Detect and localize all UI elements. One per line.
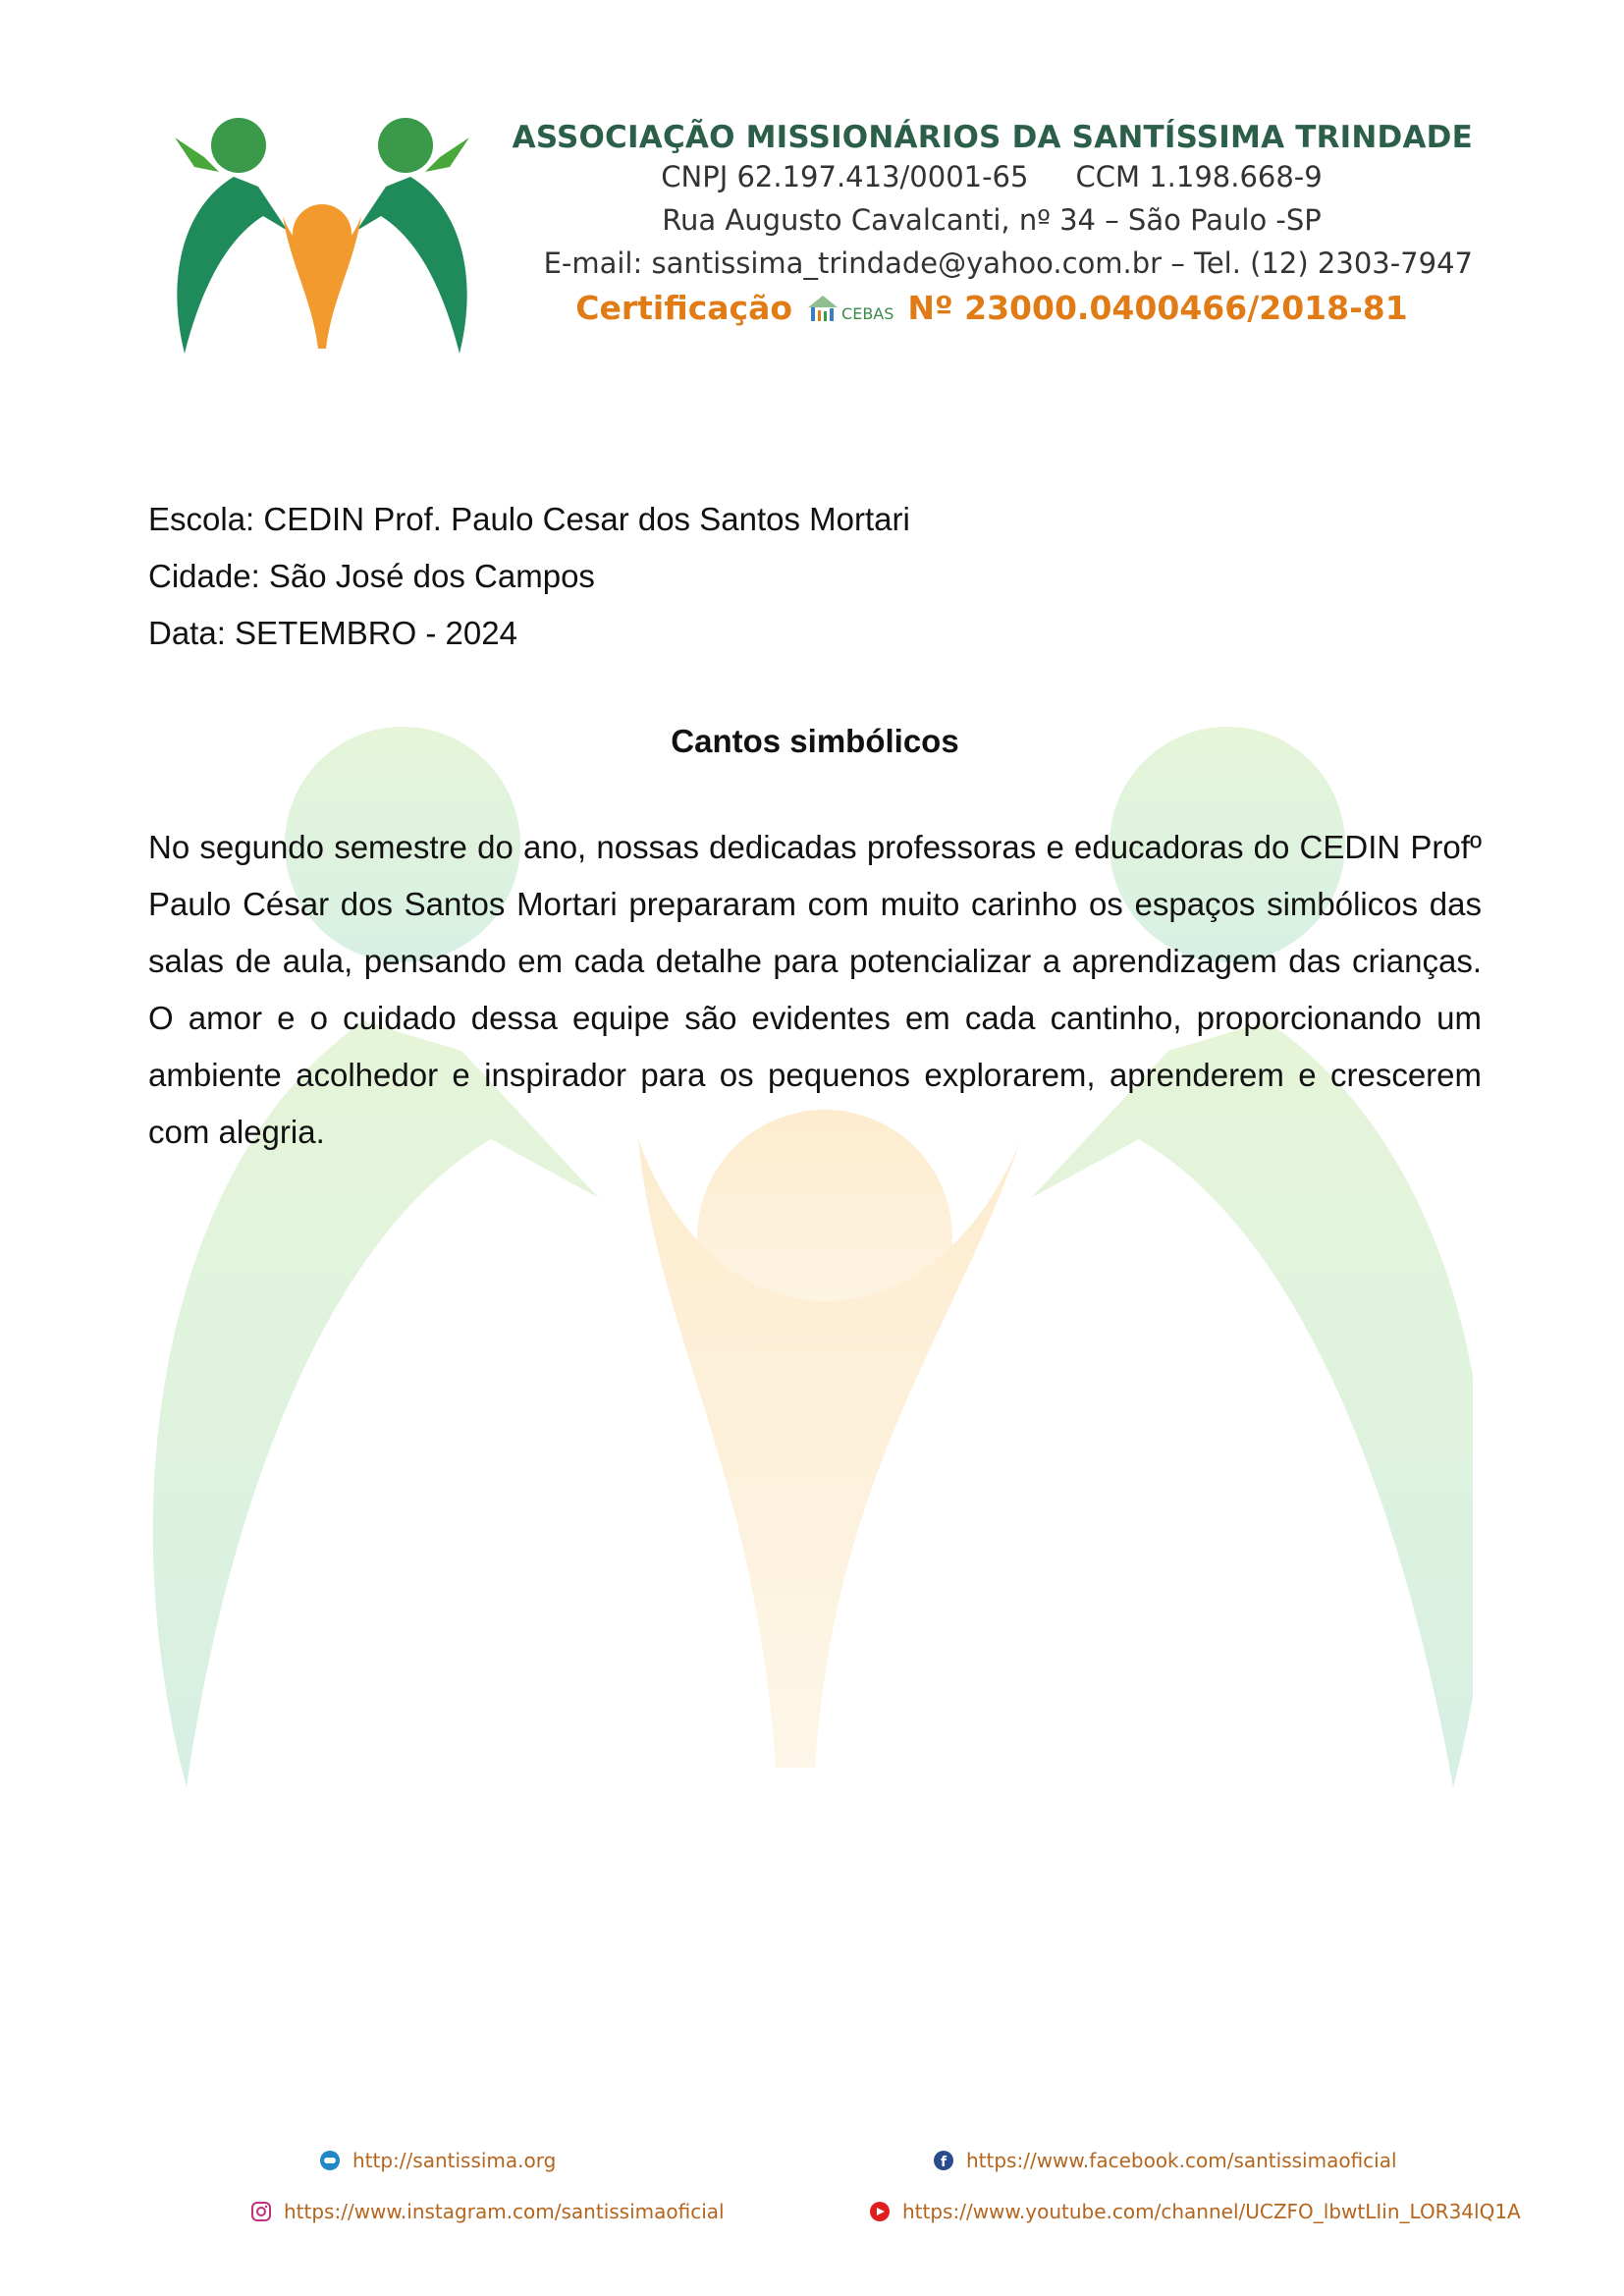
svg-text:f: f <box>941 2155 947 2170</box>
instagram-link[interactable] <box>250 2200 725 2223</box>
school-line: Escola: CEDIN Prof. Paulo Cesar dos Santos Mortari <box>148 501 910 537</box>
youtube-icon <box>869 2201 891 2222</box>
facebook-icon <box>933 2150 954 2171</box>
certification-number: Nº 23000.0400466/2018-81 <box>907 289 1408 327</box>
facebook-url: https://www.facebook.com/santissimaoficial <box>966 2149 1397 2172</box>
facebook-link[interactable] <box>933 2149 1397 2172</box>
document-body <box>148 491 1482 1161</box>
youtube-link[interactable] <box>869 2200 1521 2223</box>
date-line: Data: SETEMBRO - 2024 <box>148 615 517 651</box>
organization-info <box>511 120 1473 327</box>
section-title: Cantos simbólicos <box>671 723 959 759</box>
footer-links <box>147 2141 1521 2249</box>
letterhead <box>147 98 1473 373</box>
address: Rua Augusto Cavalcanti, nº 34 – São Paulo -SP <box>662 203 1322 237</box>
cebas-logo-icon <box>806 294 893 323</box>
instagram-url: https://www.instagram.com/santissimaoficial <box>284 2200 725 2223</box>
certification-label: Certificação <box>575 289 793 327</box>
registration-numbers <box>511 155 1473 198</box>
youtube-url: https://www.youtube.com/channel/UCZFO_lbwtLIin_LOR34lQ1A <box>902 2200 1521 2223</box>
city-line: Cidade: São José dos Campos <box>148 558 595 594</box>
website-url: http://santissima.org <box>352 2149 557 2172</box>
instagram-icon <box>250 2201 272 2222</box>
website-link[interactable] <box>319 2149 556 2172</box>
missionarios-logo-icon <box>175 118 469 358</box>
contact-info: E-mail: santissima_trindade@yahoo.com.br – Tel. (12) 2303-7947 <box>543 246 1473 280</box>
cnpj-number: CNPJ 62.197.413/0001-65 <box>661 160 1029 193</box>
body-paragraph: No segundo semestre do ano, nossas dedicadas professoras e educadoras do CEDIN Profº Paulo César dos Santos Mortari prepararam com muito carinho os espaços simbólicos das salas de aula, pensando em cada detalhe para potencializar a aprendizagem das crianças. O amor e o cuidado dessa equipe são evidentes em cada cantinho, proporcionando um ambiente acolhedor e inspirador para os pequenos explorarem, aprenderem e crescerem com alegria. <box>148 829 1482 1150</box>
ccm-number: CCM 1.198.668-9 <box>1075 160 1323 193</box>
certification <box>511 289 1473 327</box>
web-icon <box>319 2150 341 2171</box>
cebas-logo-text: CEBAS <box>841 303 894 323</box>
organization-name: ASSOCIAÇÃO MISSIONÁRIOS DA SANTÍSSIMA TRINDADE <box>512 120 1473 155</box>
